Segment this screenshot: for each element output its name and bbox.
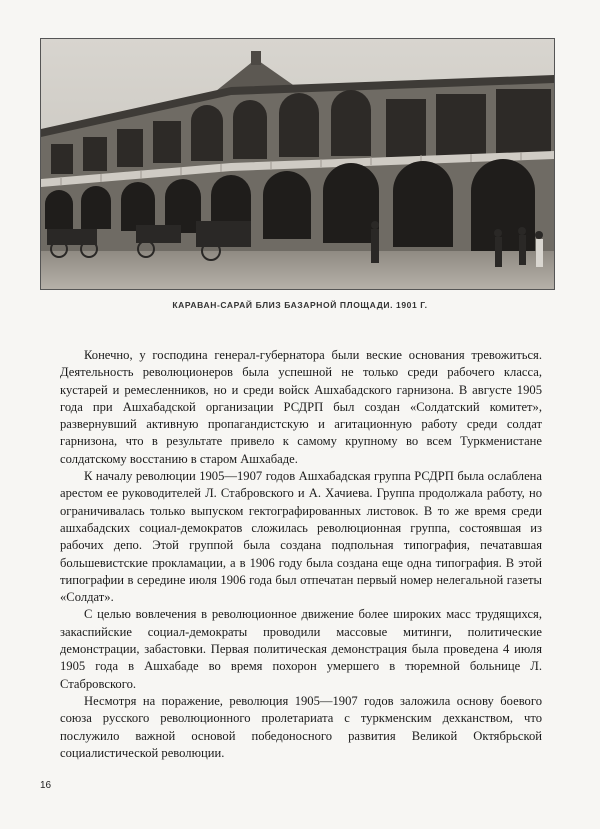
caravanserai-photo	[40, 38, 555, 290]
paragraph: Конечно, у господина генерал-губернатора были веские основания тревожиться. Деятельность революционеров была успешной не только среди рабочего класса, кустарей и ремесленников, но и среди войск Ашхабадского гарнизона. В августе 1905 года при Ашхабадской организации РСДРП был создан «Солдатский комитет», развернувший активную пропагандистскую и агитационную работу среди солдат гарнизона, что в результате привело к самому крупному во всем Туркменистане солдатскому восстанию в старом Ашхабаде.	[60, 348, 542, 466]
paragraph: С целью вовлечения в революционное движение более широких масс трудящихся, закаспийские социал-демократы проводили массовые митинги, политические демонстрации, забастовки. Первая политическая демонстрация была проведена 4 июля 1905 года в Ашхабаде во время похорон умершего в тюремной больнице Л. Стабровского.	[60, 607, 542, 691]
paragraph: К началу революции 1905—1907 годов Ашхабадская группа РСДРП была ослаблена арестом ее руководителей Л. Стабровского и А. Хачиева. Группа продолжала работу, но ограничивалась только выпуском гектографированных листовок. В то же время среди ашхабадских социал-демократов сложилась революционная группа, состоявшая из рабочих депо. Этой группой была создана подпольная типография, печатавшая большевистские прокламации, а в 1906 году была создана еще одна типография. В этой типографии в середине июля 1906 года был отпечатан первый номер нелегальной газеты «Солдат».	[60, 469, 542, 605]
figure-caption: КАРАВАН-САРАЙ БЛИЗ БАЗАРНОЙ ПЛОЩАДИ. 1901 Г.	[172, 300, 428, 310]
body-text	[60, 347, 542, 762]
page-number: 16	[40, 780, 52, 791]
paragraph: Несмотря на поражение, революция 1905—1907 годов заложила основу боевого союза русского революционного пролетариата с туркменским дехканством, что послужило важной основой победоносного развития Великой Октябрьской социалистической революции.	[60, 693, 542, 760]
